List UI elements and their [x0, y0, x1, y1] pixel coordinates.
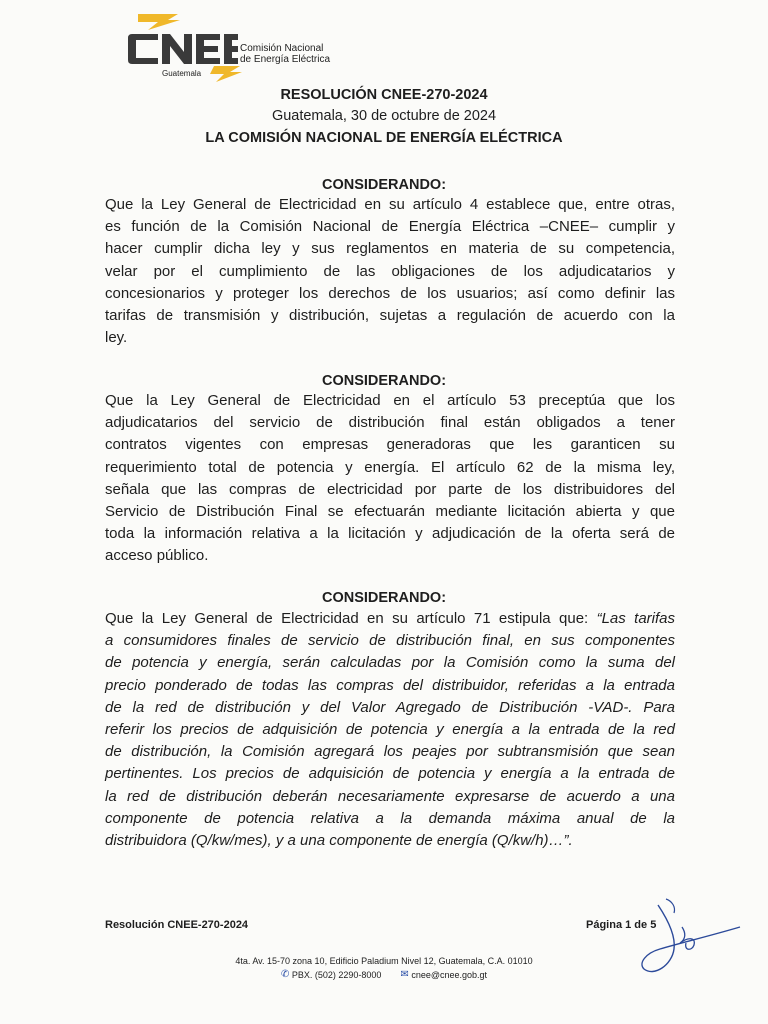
paragraph-line: Servicio de Distribución Final se efectuarán mediante licitación abierta y que — [105, 503, 675, 521]
logo-name-line1: Comisión Nacional — [240, 43, 324, 54]
considerando-paragraph-2 — [105, 390, 675, 568]
cnee-logo — [118, 10, 348, 86]
paragraph-line: a consumidores finales de servicio de distribución final, en sus componentes — [105, 632, 675, 650]
paragraph-line: componente de potencia relativa a la demanda máxima anual de la — [105, 809, 675, 827]
logo-country: Guatemala — [162, 69, 202, 78]
footer-phone: PBX. (502) 2290-8000 — [291, 969, 382, 980]
paragraph-line: tarifas de transmisión y distribución, sujetas a regulación de acuerdo con la — [105, 307, 675, 325]
paragraph-line: requerimiento total de potencia y energía. El artículo 62 de la misma ley, — [105, 458, 675, 476]
paragraph-line: Que la Ley General de Electricidad en el artículo 53 preceptúa que los — [105, 392, 675, 409]
paragraph-line: ley. — [105, 329, 128, 347]
quoted-article-text: “Las tarifas — [596, 610, 675, 627]
paragraph-line: acceso público. — [105, 547, 209, 565]
issuing-entity: LA COMISIÓN NACIONAL DE ENERGÍA ELÉCTRICA — [205, 130, 563, 146]
paragraph-plain-text: Que la Ley General de Electricidad en su artículo 71 estipula que: — [105, 610, 597, 627]
logo-name-line2: de Energía Eléctrica — [240, 54, 331, 65]
paragraph-line: la red de distribución deberán necesariamente expresarse de acuerdo a una — [105, 787, 675, 805]
paragraph-line: de potencia y energía, serán calculadas por la Comisión como la suma del — [105, 654, 675, 672]
resolution-title: RESOLUCIÓN CNEE-270-2024 — [280, 87, 488, 103]
paragraph-line: es función de la Comisión Nacional de Energía Eléctrica –CNEE– cumplir y — [105, 218, 675, 236]
considerando-paragraph-3 — [105, 608, 675, 852]
resolution-date: Guatemala, 30 de octubre de 2024 — [271, 108, 497, 124]
envelope-icon: ✉ — [400, 969, 409, 981]
paragraph-line: contratos vigentes con empresas generadoras que les garanticen su — [105, 436, 675, 454]
considerando-paragraph-1 — [105, 194, 675, 349]
footer-address: 4ta. Av. 15-70 zona 10, Edificio Paladium Nivel 12, Guatemala, C.A. 01010 — [235, 956, 533, 966]
considerando-heading-3: CONSIDERANDO: — [321, 590, 447, 606]
footer-resolution-ref: Resolución CNEE-270-2024 — [105, 919, 249, 931]
paragraph-line: velar por el cumplimiento de las obligaciones de los adjudicatarios y — [105, 262, 675, 280]
footer-contact — [0, 969, 768, 980]
considerando-heading-1: CONSIDERANDO: — [321, 177, 447, 193]
paragraph-line — [105, 608, 675, 630]
paragraph-line: hacer cumplir dicha ley y sus reglamentos en materia de su competencia, — [105, 240, 675, 258]
phone-icon: ✆ — [280, 969, 290, 981]
footer-email[interactable]: cnee@cnee.gob.gt — [411, 969, 488, 980]
paragraph-line: toda la información relativa a la licitación y adjudicación de la oferta será de — [105, 525, 675, 543]
paragraph-line: Que la Ley General de Electricidad en su artículo 4 establece que, entre otras, — [105, 196, 675, 213]
paragraph-line: pertinentes. Los precios de adquisición de potencia y energía a la entrada de — [105, 765, 675, 783]
paragraph-line: de distribución, la Comisión agregará los peajes por subtransmisión que sean — [105, 743, 675, 761]
paragraph-line: adjudicatarios del servicio de distribución final están obligados a tener — [105, 414, 675, 432]
footer-page-number: Página 1 de 5 — [586, 919, 657, 931]
paragraph-line: concesionarios y proteger los derechos de los usuarios; así como definir las — [105, 284, 675, 302]
paragraph-line: distribuidora (Q/kw/mes), y a una componente de energía (Q/kw/h)…”. — [105, 832, 573, 850]
paragraph-line: de la red de distribución y del Valor Agregado de Distribución -VAD-. Para — [105, 698, 675, 716]
considerando-heading-2: CONSIDERANDO: — [321, 373, 447, 389]
paragraph-line: referir los precios de adquisición de potencia y energía a la entrada de la red — [105, 721, 675, 739]
paragraph-line: precio ponderado de todas las compras del distribuidor, referidas a la entrada — [105, 676, 675, 694]
paragraph-line: señala que las compras de electricidad por parte de los distribuidores del — [105, 480, 675, 498]
